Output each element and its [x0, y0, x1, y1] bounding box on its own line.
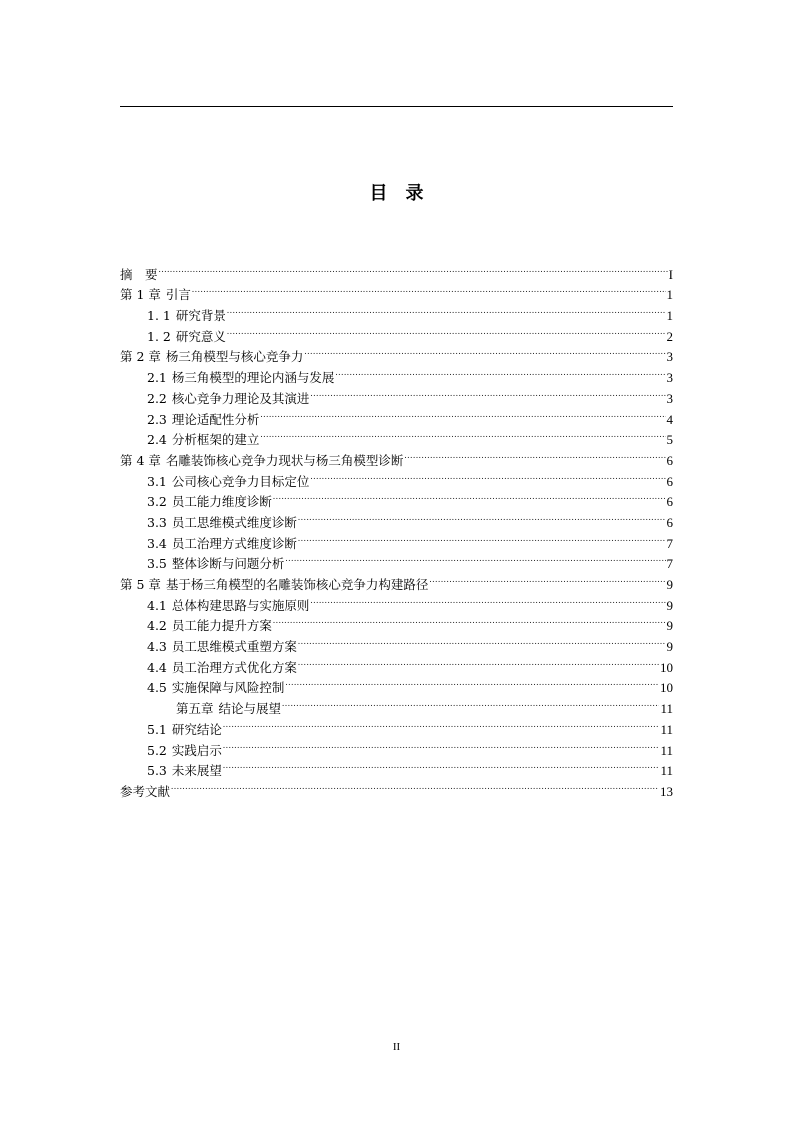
toc-entry-text: 员工能力维度诊断 — [171, 494, 272, 510]
toc-dot-leader — [335, 361, 665, 382]
toc-entry-text: 整体诊断与问题分析 — [171, 556, 285, 572]
toc-entry-number: 1. 2 — [147, 328, 171, 344]
toc-entry-text: 实践启示 — [171, 742, 222, 758]
toc-entry-number: 4.3 — [147, 639, 167, 655]
toc-entry-label — [120, 616, 272, 637]
toc-dot-leader — [404, 444, 665, 465]
toc-dot-leader — [285, 672, 659, 693]
toc-dot-leader — [310, 382, 665, 403]
toc-entry-label — [120, 327, 226, 348]
toc-dot-leader — [260, 424, 665, 445]
title-char-1: 目 — [369, 183, 388, 204]
toc-dot-leader — [223, 713, 660, 734]
toc-entry-page: 13 — [660, 783, 673, 799]
toc-entry-page: 10 — [660, 680, 673, 696]
toc-entry-label — [120, 534, 297, 555]
toc-dot-leader — [227, 299, 666, 320]
toc-entry-page: 1 — [666, 287, 673, 303]
toc-dot-leader — [159, 258, 668, 279]
toc-dot-leader — [227, 320, 666, 341]
toc-entry-number: 5.1 — [147, 721, 167, 737]
toc-entry-text: 核心竞争力理论及其演进 — [171, 390, 310, 406]
toc-entry-text: 引言 — [165, 287, 191, 303]
toc-entry[interactable] — [120, 299, 673, 324]
toc-entry-page: 11 — [660, 742, 673, 758]
toc-entry-text: 研究意义 — [175, 328, 226, 344]
toc-entry-number: 4.1 — [147, 597, 167, 613]
toc-entry-number: 4.4 — [147, 659, 167, 675]
toc-entry-number: 3.2 — [147, 494, 167, 510]
toc-entry-label — [120, 678, 284, 699]
toc-entry-text: 摘 要 — [120, 266, 158, 282]
toc-entry-number: 2.3 — [147, 411, 167, 427]
toc-entry-label — [120, 658, 297, 679]
toc-entry-page: 9 — [666, 577, 673, 592]
toc-entry-page: 11 — [660, 721, 673, 737]
toc-dot-leader — [298, 630, 666, 651]
toc-dot-leader — [273, 486, 666, 507]
toc-dot-leader — [273, 610, 666, 631]
toc-entry-text: 杨三角模型与核心竞争力 — [165, 349, 304, 365]
toc-dot-leader — [260, 403, 665, 424]
toc-entry-label — [120, 368, 334, 389]
page-title — [0, 179, 793, 205]
toc-entry-number: 第 5 章 — [120, 577, 161, 592]
toc-entry-label — [120, 513, 297, 534]
toc-entry-number: 2.2 — [147, 390, 167, 406]
toc-entry-text: 公司核心竞争力目标定位 — [171, 473, 310, 489]
toc-dot-leader — [223, 755, 660, 776]
toc-entry-page: 3 — [666, 390, 673, 406]
toc-entry-number: 1. 1 — [147, 308, 171, 324]
toc-entry-page: 2 — [666, 328, 673, 344]
toc-entry-label — [120, 347, 303, 368]
toc-entry-page: 6 — [666, 473, 673, 489]
toc-dot-leader — [192, 279, 666, 300]
toc-entry-number: 5.2 — [147, 742, 167, 758]
toc-entry-number: 3.1 — [147, 473, 167, 489]
toc-entry-number: 2.4 — [147, 432, 167, 448]
toc-entry-page: 6 — [666, 514, 673, 530]
toc-dot-leader — [298, 651, 659, 672]
toc-entry-page: 3 — [666, 370, 673, 386]
toc-entry-text: 实施保障与风险控制 — [171, 680, 285, 696]
toc-entry-page: 9 — [666, 639, 673, 655]
toc-entry-number: 3.5 — [147, 556, 167, 572]
toc-entry-label — [120, 285, 191, 306]
toc-entry-text: 未来展望 — [171, 763, 222, 779]
toc-entry-number: 3.3 — [147, 514, 167, 530]
toc-entry-number: 4.2 — [147, 618, 167, 634]
toc-entry-number: 第五章 — [176, 701, 214, 717]
toc-dot-leader — [304, 341, 665, 362]
toc-entry-text: 结论与展望 — [218, 701, 282, 717]
toc-entry-text: 研究背景 — [175, 308, 226, 324]
toc-entry-number: 第 2 章 — [120, 349, 161, 365]
toc-entry-text: 员工治理方式优化方案 — [171, 659, 297, 675]
toc-entry-page: 11 — [660, 763, 673, 779]
toc-entry[interactable] — [120, 258, 673, 282]
toc-entry-text: 员工思维模式重塑方案 — [171, 639, 297, 655]
toc-entry-number: 2.1 — [147, 370, 167, 386]
toc-entry-text: 杨三角模型的理论内涵与发展 — [171, 370, 335, 386]
toc-entry-page: 11 — [660, 701, 673, 717]
toc-entry-page: 10 — [660, 659, 673, 675]
header-rule — [120, 106, 673, 107]
toc-entry-page: 1 — [666, 308, 673, 324]
toc-entry-number: 第 4 章 — [120, 452, 161, 468]
toc-dot-leader — [298, 506, 666, 527]
toc-entry[interactable] — [120, 775, 673, 799]
toc-entry-label — [120, 782, 170, 803]
table-of-contents — [120, 258, 673, 799]
toc-entry-label — [120, 306, 226, 327]
toc-entry-page: 9 — [666, 597, 673, 613]
page-number: II — [392, 1041, 401, 1053]
toc-entry-text: 分析框架的建立 — [171, 432, 260, 448]
toc-dot-leader — [282, 692, 659, 713]
toc-entry-page: 6 — [666, 494, 673, 510]
toc-entry-number: 第 1 章 — [120, 287, 161, 303]
toc-entry-page: 7 — [666, 556, 673, 572]
toc-entry-label — [120, 554, 284, 575]
toc-entry-label — [120, 430, 259, 451]
toc-entry-label — [120, 265, 158, 286]
toc-entry-text: 基于杨三角模型的名雕装饰核心竞争力构建路径 — [165, 577, 429, 592]
toc-dot-leader — [429, 568, 665, 589]
toc-dot-leader — [223, 734, 660, 755]
toc-entry-text: 总体构建思路与实施原则 — [171, 597, 310, 613]
toc-dot-leader — [171, 775, 659, 796]
toc-entry-label — [120, 492, 272, 513]
toc-entry-page: I — [668, 266, 673, 282]
toc-dot-leader — [310, 465, 665, 486]
toc-entry-text: 员工思维模式维度诊断 — [171, 514, 297, 530]
toc-entry-label — [120, 637, 297, 658]
toc-entry[interactable] — [120, 279, 673, 303]
toc-entry-text: 名雕装饰核心竞争力现状与杨三角模型诊断 — [165, 452, 404, 468]
toc-entry-text: 理论适配性分析 — [171, 411, 260, 427]
toc-entry-page: 3 — [666, 349, 673, 365]
toc-dot-leader — [285, 548, 665, 569]
title-char-2: 录 — [405, 183, 424, 204]
toc-entry-text: 员工治理方式维度诊断 — [171, 535, 297, 551]
toc-entry-page: 4 — [666, 411, 673, 427]
toc-entry-label — [120, 720, 222, 741]
toc-entry-label — [120, 410, 259, 431]
toc-entry-page: 6 — [666, 452, 673, 468]
toc-entry-text: 研究结论 — [171, 721, 222, 737]
toc-entry-page: 5 — [666, 432, 673, 448]
toc-entry-number: 4.5 — [147, 680, 167, 696]
toc-dot-leader — [298, 527, 666, 548]
toc-entry-page: 7 — [666, 535, 673, 551]
toc-entry-label — [120, 741, 222, 762]
toc-entry-number: 3.4 — [147, 535, 167, 551]
toc-entry-text: 员工能力提升方案 — [171, 618, 272, 634]
toc-entry-page: 9 — [666, 618, 673, 634]
toc-entry-text: 参考文献 — [120, 783, 171, 799]
toc-entry-number: 5.3 — [147, 763, 167, 779]
toc-dot-leader — [310, 589, 665, 610]
